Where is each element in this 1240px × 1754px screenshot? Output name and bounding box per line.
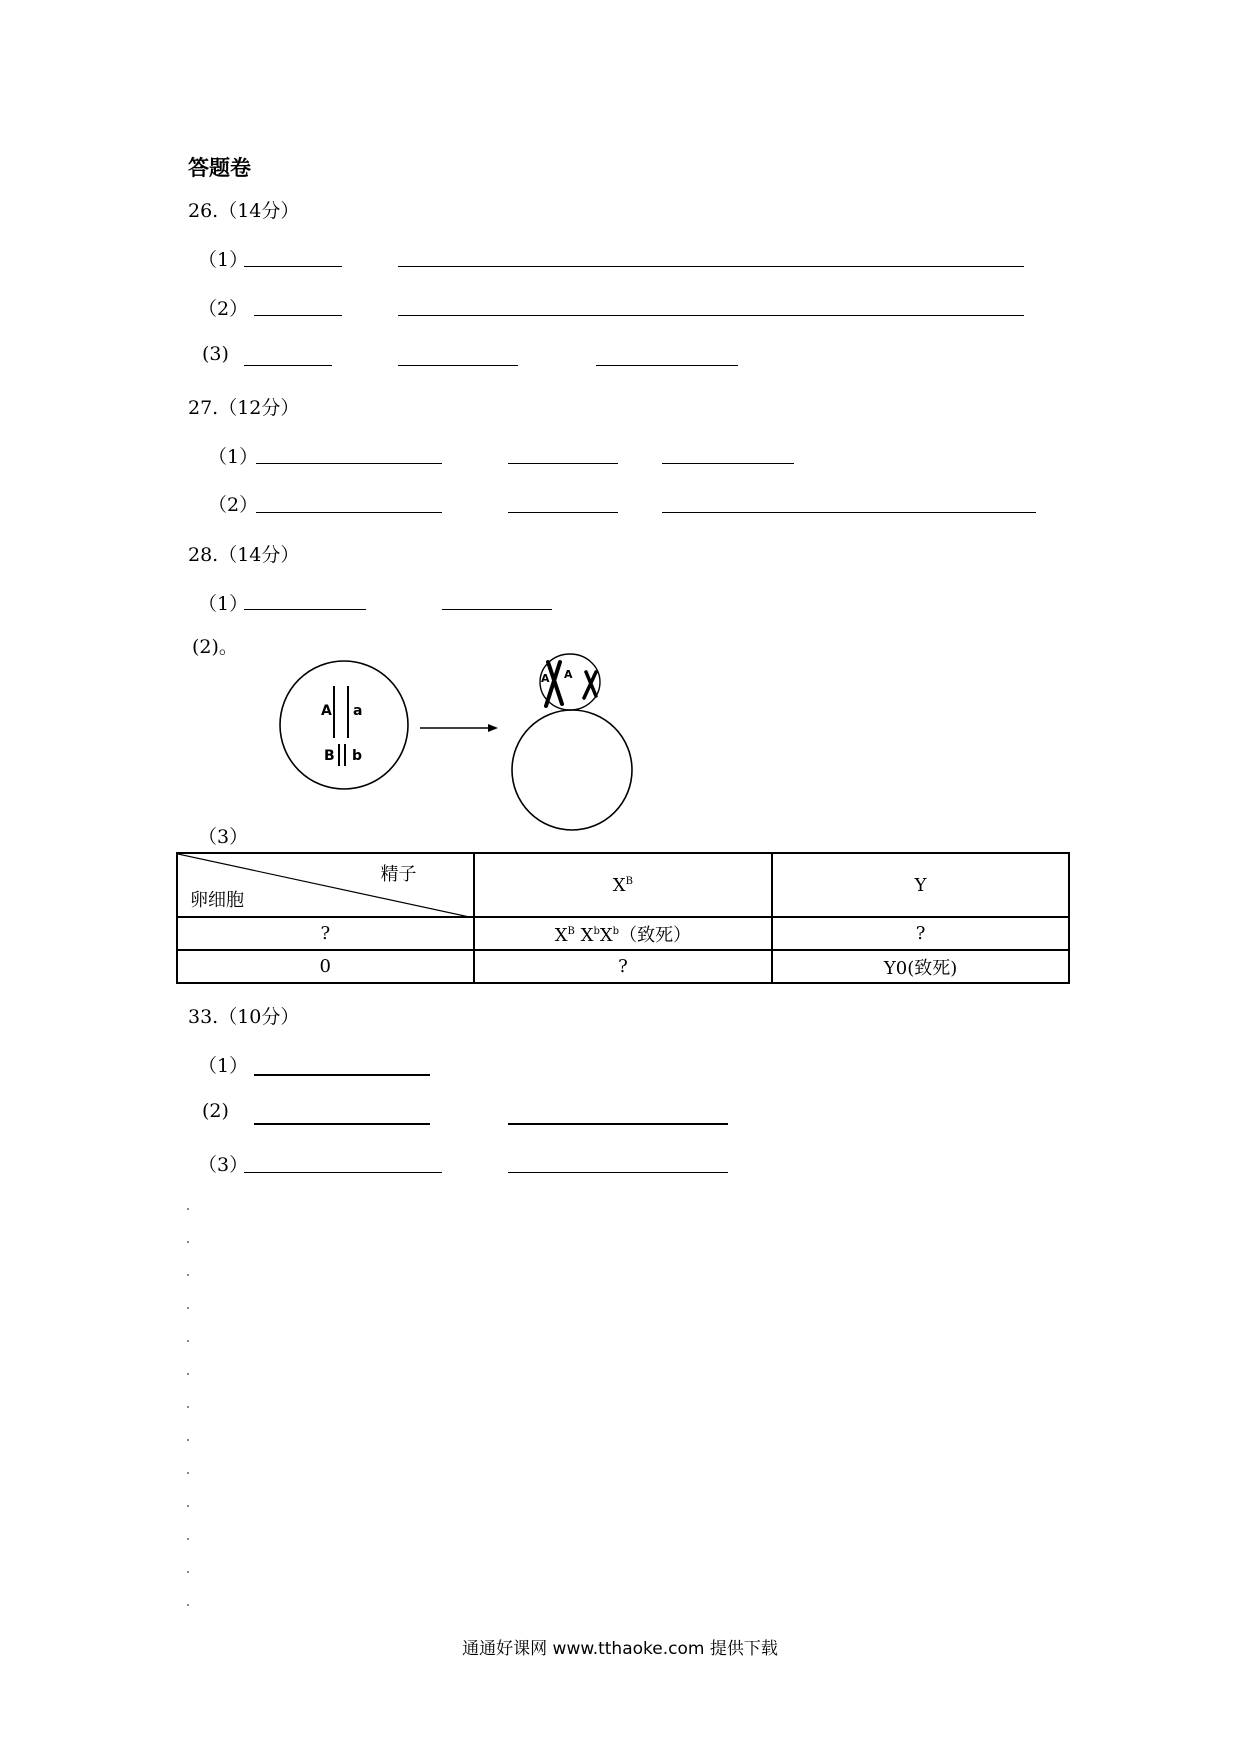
q33-label-3: （3） [198,1154,249,1176]
q26-3-blank-c[interactable] [596,365,738,366]
q33-label-1: （1） [198,1055,249,1077]
polar-A-label-1: A [541,672,550,685]
q26-1-blank-b[interactable] [398,266,1024,267]
question-27-heading: 27.（12分） [188,397,300,419]
page-title: 答题卷 [188,156,251,180]
q26-1-blank-a[interactable] [244,266,342,267]
daughter-cell [512,710,632,830]
allele-a-label: a [353,703,363,719]
q33-3-blank-a[interactable] [244,1172,442,1173]
question-26-heading: 26.（14分） [188,200,300,222]
row2-col1: ? [474,950,773,983]
q26-2-blank-a[interactable] [254,315,342,316]
q27-1-blank-c[interactable] [662,463,794,464]
row2-col2: Y0(致死) [772,950,1069,983]
table-corner-cell [177,853,474,917]
q33-label-2: (2) [202,1100,229,1122]
polar-A-label-2: A [564,668,573,681]
cell-division-diagram [270,648,650,838]
header-col-XB: $X^B$ [474,853,773,917]
q26-3-blank-a[interactable] [244,365,332,366]
row1-col1: $X^B$ $X^bX^b$（致死） [474,917,773,950]
q27-2-blank-c[interactable] [662,512,1036,513]
header-col-Y: Y [772,853,1069,917]
question-28-heading: 28.（14分） [188,544,300,566]
q26-label-1: （1） [198,249,249,271]
header-egg: 卵细胞 [190,890,244,911]
q28-1-blank-b[interactable] [442,609,552,610]
q33-2-blank-b[interactable] [508,1123,728,1125]
q27-label-1: （1） [208,446,259,468]
row1-egg: ? [177,917,474,950]
q27-2-blank-a[interactable] [256,512,442,513]
q27-1-blank-b[interactable] [508,463,618,464]
q26-2-blank-b[interactable] [398,315,1024,316]
q28-1-blank-a[interactable] [244,609,366,610]
allele-b-label: b [352,748,363,764]
q26-label-2: （2） [198,298,249,320]
q27-2-blank-b[interactable] [508,512,618,513]
q27-1-blank-a[interactable] [256,463,442,464]
q28-label-1: （1） [198,593,249,615]
allele-A-label: A [321,703,332,719]
header-sperm: 精子 [380,864,417,885]
chromosome-x-2 [584,672,596,698]
q28-label-2: (2)。 [192,636,238,658]
q33-3-blank-b[interactable] [508,1172,728,1173]
gamete-table [176,852,1070,984]
page-footer: 通通好课网 www.tthaoke.com 提供下载 [462,1639,778,1659]
allele-B-label: B [324,748,335,764]
q28-label-3: （3） [198,826,249,848]
question-33-heading: 33.（10分） [188,1006,300,1028]
q33-2-blank-a[interactable] [254,1123,430,1125]
parent-cell [280,661,408,789]
row2-egg: 0 [177,950,474,983]
arrow-head-icon [488,724,498,732]
row1-col2: ? [772,917,1069,950]
q26-3-blank-b[interactable] [398,365,518,366]
q27-label-2: （2） [208,494,259,516]
q33-1-blank[interactable] [254,1074,430,1076]
q26-label-3: (3) [202,343,229,365]
